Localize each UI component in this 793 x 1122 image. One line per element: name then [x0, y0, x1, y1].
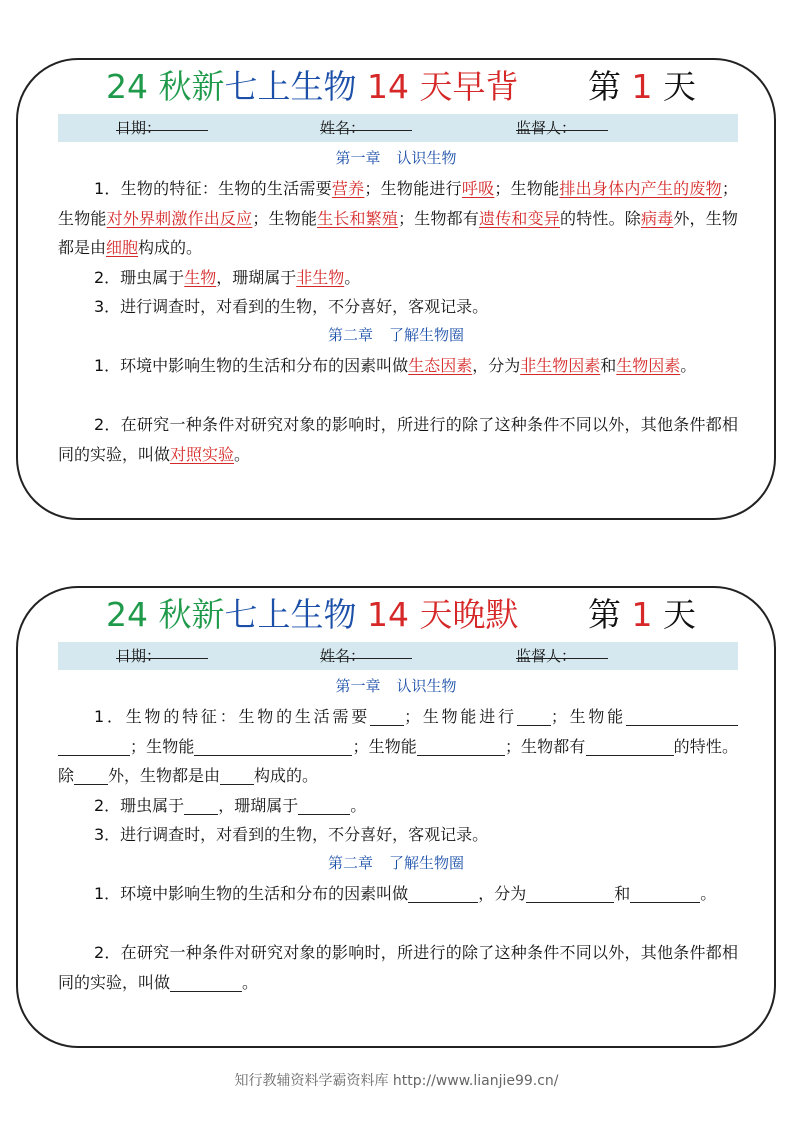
answer-blank[interactable] — [666, 884, 700, 903]
answer: 呼吸 — [461, 179, 495, 198]
chapter-number: 第二章 — [327, 854, 373, 872]
answer-blank[interactable] — [526, 884, 614, 903]
paragraph: 1．生物的特征：生物的生活需要营养；生物能进行呼吸；生物能排出身体内产生的废物；生物能对外界刺激作出反应；生物能生长和繁殖；生物都有遗传和变异的特性。除病毒外，生物都是由细胞构成的。 — [58, 179, 738, 257]
answer-blank[interactable] — [184, 796, 218, 815]
answer: 生长和繁殖 — [317, 208, 399, 228]
paragraph: 3．进行调查时，对看到的生物，不分喜好，客观记录。 — [94, 825, 489, 844]
date-label: 日期： — [116, 119, 162, 137]
name-label: 姓名： — [320, 119, 366, 137]
footer-watermark: 知行教辅资料学霸资料库 http://www.lianjie99.cn/ — [234, 1073, 559, 1089]
day-label — [588, 64, 696, 110]
supervisor-blank[interactable] — [516, 114, 608, 131]
paragraph: 3．进行调查时，对看到的生物，不分喜好，客观记录。 — [94, 297, 489, 316]
name-label: 姓名： — [320, 647, 366, 665]
card-title — [106, 592, 518, 638]
answer: 生物 — [184, 268, 217, 287]
day-number: 1 — [631, 67, 653, 106]
answer-blank[interactable] — [417, 737, 505, 756]
answer: 细胞 — [106, 238, 139, 257]
date-label: 日期： — [116, 647, 162, 665]
answer-blank[interactable] — [586, 737, 674, 756]
chapter-heading — [18, 325, 774, 345]
answer: 病毒 — [640, 208, 674, 228]
chapter-heading — [18, 148, 774, 168]
supervisor-label: 监督人： — [516, 647, 577, 665]
morning-recite-card — [16, 58, 776, 520]
paragraph: 2．在研究一种条件对研究对象的影响时，所进行的除了这种条件不同以外，其他条件都相同的实验，叫做 。 — [58, 943, 738, 992]
day-prefix: 第 — [588, 595, 632, 634]
info-bar — [58, 114, 738, 142]
evening-dictation-card — [16, 586, 776, 1048]
answer-blank[interactable] — [630, 884, 666, 903]
date-blank[interactable] — [116, 642, 208, 659]
paragraph: 2．珊虫属于 ，珊瑚属于 。 — [94, 796, 367, 815]
answer-blank[interactable] — [58, 737, 130, 756]
day-suffix: 天 — [652, 67, 696, 106]
card-title — [106, 64, 518, 110]
name-blank[interactable] — [320, 114, 412, 131]
answer-blank[interactable] — [626, 707, 738, 726]
answer-blank[interactable] — [298, 796, 350, 815]
title-year: 24 秋新 — [106, 67, 225, 106]
supervisor-blank[interactable] — [516, 642, 608, 659]
paragraph: 2．在研究一种条件对研究对象的影响时，所进行的除了这种条件不同以外，其他条件都相同的实验，叫做对照实验。 — [58, 415, 738, 464]
supervisor-label: 监督人： — [516, 119, 577, 137]
day-prefix: 第 — [588, 67, 632, 106]
answer: 生物因素 — [616, 356, 681, 375]
answer: 排出身体内产生的废物 — [559, 179, 722, 198]
title-subject: 七上生物 — [224, 67, 357, 106]
answer: 遗传和变异 — [479, 208, 560, 228]
chapter-name: 了解生物圈 — [389, 326, 465, 344]
answer: 对外界刺激作出反应 — [106, 208, 253, 228]
chapter-name: 了解生物圈 — [389, 854, 465, 872]
answer: 非生物 — [296, 268, 345, 287]
name-blank[interactable] — [320, 642, 412, 659]
chapter-heading — [18, 676, 774, 696]
chapter-name: 认识生物 — [396, 149, 457, 167]
answer-blank[interactable] — [74, 766, 108, 785]
title-days: 14 天晚默 — [366, 595, 519, 634]
day-suffix: 天 — [652, 595, 696, 634]
paragraph: 1．环境中影响生物的生活和分布的因素叫做 ，分为 和 。 — [94, 884, 717, 903]
chapter-heading — [18, 853, 774, 873]
info-bar — [58, 642, 738, 670]
answer: 生态因素 — [408, 356, 473, 375]
paragraph: 1．生物的特征：生物的生活需要 ；生物能进行 ；生物能；生物能 ；生物能 ；生物都有 的特性。除 外，生物都是由 构成的。 — [58, 707, 738, 785]
answer-blank[interactable] — [170, 973, 242, 992]
chapter-name: 认识生物 — [396, 677, 457, 695]
title-days: 14 天早背 — [366, 67, 519, 106]
day-number: 1 — [631, 595, 653, 634]
answer: 营养 — [331, 179, 365, 198]
date-blank[interactable] — [116, 114, 208, 131]
chapter-number: 第二章 — [327, 326, 373, 344]
answer: 非生物因素 — [520, 356, 601, 375]
answer-blank[interactable] — [408, 884, 478, 903]
paragraph: 2．珊虫属于生物，珊瑚属于非生物。 — [94, 268, 361, 287]
chapter-number: 第一章 — [335, 149, 381, 167]
day-label — [588, 592, 696, 638]
answer-blank[interactable] — [517, 707, 551, 726]
chapter-number: 第一章 — [335, 677, 381, 695]
answer-blank[interactable] — [194, 737, 352, 756]
answer-blank[interactable] — [220, 766, 254, 785]
paragraph: 1．环境中影响生物的生活和分布的因素叫做生态因素，分为非生物因素和生物因素。 — [94, 356, 697, 375]
answer: 对照实验 — [170, 444, 235, 464]
title-subject: 七上生物 — [224, 595, 357, 634]
title-year: 24 秋新 — [106, 595, 225, 634]
answer-blank[interactable] — [370, 707, 404, 726]
